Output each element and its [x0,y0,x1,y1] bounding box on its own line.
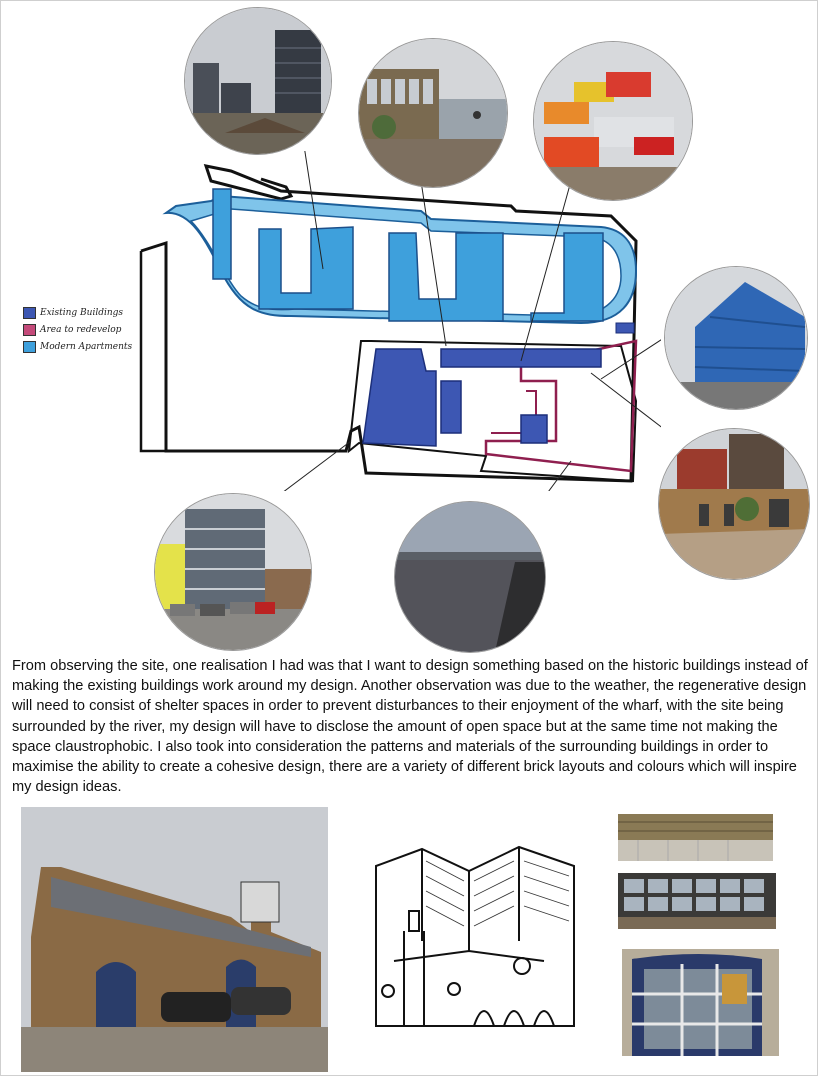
legend-label: Existing Buildings [40,307,124,318]
photo-blue-containers [664,266,808,410]
photo-apartment-carpark [154,493,312,651]
sketch-historic-building [364,841,589,1036]
existing-building-4 [521,415,547,443]
legend-swatch [23,341,36,353]
observation-paragraph: From observing the site, one realisation I had was that I want to design something based on the historic buildings instead of making the existing buildings work around my design. Another observation was due to the weather, the regenerative design will need to consist of shelter spaces in order to prevent disturbances to their enjoyment of the wharf, with the site being surrounded by the river, my design will have to disclose the amount of open space but at the same time not making the space claustrophobic. I also took into consideration the patterns and materials of the surrounding buildings in order to maximise the ability to create a cohesive design, there are a variety of different brick layouts and colours which will inspire my design ideas. [12,658,808,796]
photo-historic-building [21,807,328,1072]
legend-swatch [23,307,36,319]
photo-tower-blocks [184,7,332,155]
legend-item-redevelop [23,321,132,338]
photo-colourful-containers [533,41,693,201]
legend-label: Area to redevelop [40,324,122,335]
legend-item-existing [23,304,132,321]
map-legend [23,304,132,355]
photo-open-carpark [394,501,546,653]
existing-building-3 [441,349,601,367]
photo-window-grid [618,873,776,929]
legend-label: Modern Apartments [40,341,133,352]
existing-building-2 [441,381,461,433]
photo-container-building [358,38,508,188]
site-map-drawing [131,151,661,491]
photo-arched-window [622,949,779,1056]
legend-swatch [23,324,36,336]
photo-brick-street [658,428,810,580]
photo-brick-texture [618,814,773,861]
modern-block-1 [213,189,231,279]
existing-building-1 [363,349,436,446]
legend-item-modern [23,338,132,355]
